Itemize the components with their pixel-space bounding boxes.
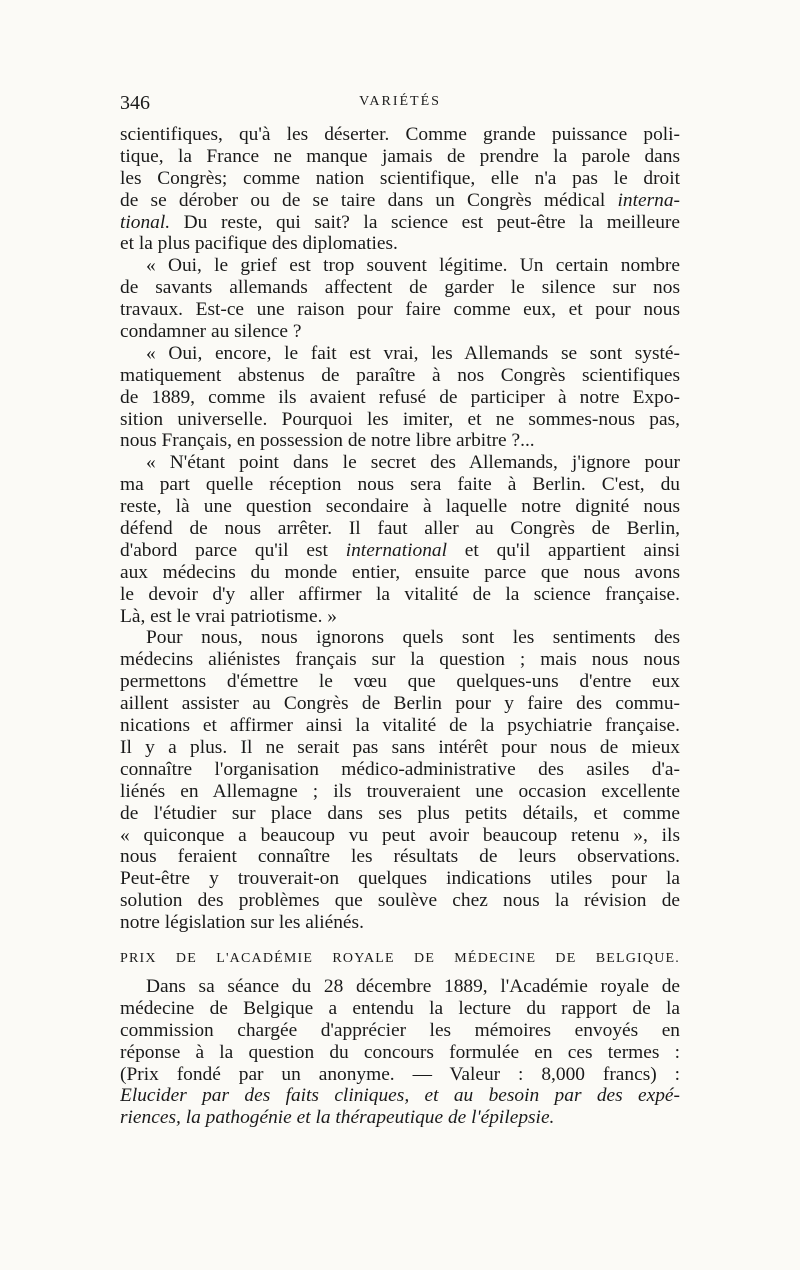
text-line: nous feraient connaître les résultats de leurs observations. <box>120 846 680 868</box>
italic-text: tional. <box>120 211 171 233</box>
text-line: de l'étudier sur place dans ses plus petits détails, et comme <box>120 802 680 824</box>
text-line: (Prix fondé par un anonyme. — Valeur : 8,000 francs) : <box>120 1063 680 1085</box>
text-line: médecine de Belgique a entendu la lecture du rapport de la <box>120 997 680 1019</box>
text-line: tique, la France ne manque jamais de prendre la parole dans <box>120 145 680 167</box>
text-line: permettons d'émettre le vœu que quelques-uns d'entre eux <box>120 671 680 693</box>
text-span: de se dérober ou de se taire dans un Congrès médical <box>120 189 606 211</box>
text-line: réponse à la question du concours formulée en ces termes : <box>120 1041 680 1063</box>
text-line: sition universelle. Pourquoi les imiter, et ne sommes-nous pas, <box>120 408 680 430</box>
text-line: ma part quelle réception nous sera faite à Berlin. C'est, du <box>120 474 680 496</box>
text-line: nous Français, en possession de notre libre arbitre ?... <box>120 430 535 452</box>
page-number: 346 <box>120 92 150 114</box>
text-span: Du reste, qui sait? la science est peut-être la meilleure <box>170 211 680 233</box>
text-line: « N'étant point dans le secret des Allemands, j'ignore pour <box>146 452 680 474</box>
text-line: solution des problèmes que soulève chez nous la révision de <box>120 890 680 912</box>
section-heading: PRIX DE L'ACADÉMIE ROYALE DE MÉDECINE DE BELGIQUE. <box>120 950 680 966</box>
text-line: « quiconque a beaucoup vu peut avoir beaucoup retenu », ils <box>120 824 680 846</box>
text-line: Pour nous, nous ignorons quels sont les sentiments des <box>146 627 680 649</box>
text-line <box>120 190 680 212</box>
text-line: défend de nous arrêter. Il faut aller au Congrès de Berlin, <box>120 518 680 540</box>
text-line: commission chargée d'apprécier les mémoires envoyés en <box>120 1019 680 1041</box>
text-line: liénés en Allemagne ; ils trouveraient une occasion excellente <box>120 780 680 802</box>
text-line: de 1889, comme ils avaient refusé de participer à notre Expo- <box>120 386 680 408</box>
text-line: « Oui, encore, le fait est vrai, les Allemands se sont systé- <box>146 342 680 364</box>
italic-line: riences, la pathogénie et la thérapeutique de l'épilepsie. <box>120 1107 555 1129</box>
text-line: aux médecins du monde entier, ensuite parce que nous avons <box>120 561 680 583</box>
text-line: scientifiques, qu'à les déserter. Comme grande puissance poli- <box>120 124 680 145</box>
text-line: « Oui, le grief est trop souvent légitime. Un certain nombre <box>146 255 680 277</box>
page-body <box>120 124 680 1129</box>
text-line: reste, là une question secondaire à laquelle notre dignité nous <box>120 496 680 518</box>
text-line: médecins aliénistes français sur la question ; mais nous nous <box>120 649 680 671</box>
italic-line: Elucider par des faits cliniques, et au besoin par des expé- <box>120 1085 680 1107</box>
text-line: travaux. Est-ce une raison pour faire comme eux, et pour nous <box>120 299 680 321</box>
text-span: et qu'il appartient ainsi <box>446 539 680 561</box>
text-line: Dans sa séance du 28 décembre 1889, l'Académie royale de <box>146 975 680 997</box>
text-line <box>120 540 680 562</box>
italic-text: international <box>345 539 447 561</box>
text-line: de savants allemands affectent de garder le silence sur nos <box>120 277 680 299</box>
text-line: et la plus pacifique des diplomaties. <box>120 233 398 255</box>
text-line: Peut-être y trouverait-on quelques indications utiles pour la <box>120 868 680 890</box>
running-head: VARIÉTÉS <box>359 94 441 109</box>
text-line: Il y a plus. Il ne serait pas sans intérêt pour nous de mieux <box>120 736 680 758</box>
italic-text: interna- <box>617 189 680 211</box>
text-line: aillent assister au Congrès de Berlin pour y faire des commu- <box>120 693 680 715</box>
text-line: les Congrès; comme nation scientifique, elle n'a pas le droit <box>120 167 680 189</box>
text-line: matiquement abstenus de paraître à nos Congrès scientifiques <box>120 364 680 386</box>
text-line: connaître l'organisation médico-administrative des asiles d'a- <box>120 758 680 780</box>
text-line: notre législation sur les aliénés. <box>120 912 364 934</box>
text-span: d'abord parce qu'il est <box>120 539 328 561</box>
text-line: le devoir d'y aller affirmer la vitalité de la science française. <box>120 583 680 605</box>
text-line: condamner au silence ? <box>120 321 302 343</box>
page-header <box>120 92 680 116</box>
text-line: Là, est le vrai patriotisme. » <box>120 605 337 627</box>
text-line: nications et affirmer ainsi la vitalité de la psychiatrie française. <box>120 715 680 737</box>
text-line <box>120 212 680 234</box>
